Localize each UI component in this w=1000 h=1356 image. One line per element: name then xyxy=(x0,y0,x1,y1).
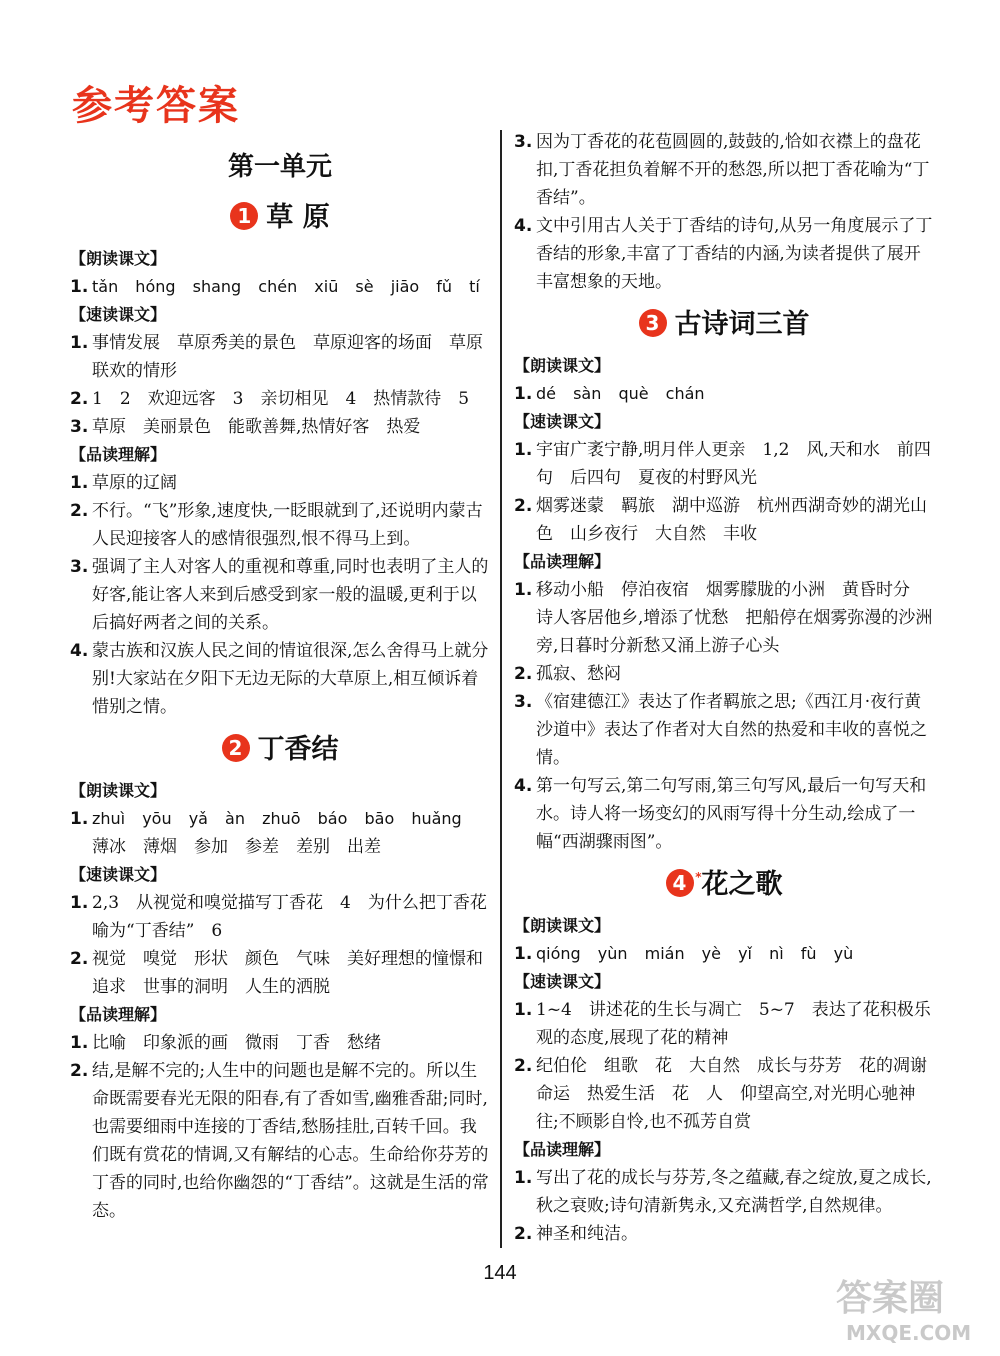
answer-text: 草原 美丽景色 能歌善舞,热情好客 热爱 xyxy=(92,417,421,437)
column-divider xyxy=(500,130,502,1248)
answer-item: 1. 宇宙广袤宁静,明月伴人更亲 1,2 风,天和水 前四句 后四句 夏夜的村野风光 xyxy=(514,440,931,488)
answer-text: 事情发展 草原秀美的景色 草原迎客的场面 草原联欢的情形 xyxy=(92,333,483,381)
answer-item: 4. 蒙古族和汉族人民之间的情谊很深,怎么舍得马上就分别!大家站在夕阳下无边无际的大草原上,相互倾诉着惜别之情。 xyxy=(70,641,489,717)
pinyin-text: zhuì yōu yǎ àn zhuō báo bāo huǎng xyxy=(92,809,462,828)
answer-item: 1. dé sàn què chán xyxy=(514,384,705,404)
answer-item: 1. tǎn hóng shang chén xiū sè jiāo fǔ tí xyxy=(70,277,480,297)
lesson-title-1 xyxy=(70,199,490,237)
section-label: 【速读课文】 xyxy=(70,865,167,884)
answer-item: 2. 不行。“飞”形象,速度快,一眨眼就到了,还说明内蒙古人民迎接客人的感情很强烈,恨不得马上到。 xyxy=(70,501,483,549)
answer-text: 宇宙广袤宁静,明月伴人更亲 1,2 风,天和水 前四句 后四句 夏夜的村野风光 xyxy=(536,440,931,488)
answer-text: 因为丁香花的花苞圆圆的,鼓鼓的,恰如衣襟上的盘花扣,丁香花担负着解不开的愁怨,所以把丁香花喻为“丁香结”。 xyxy=(536,132,930,208)
lesson-badge-2: 2 xyxy=(222,734,250,762)
watermark-logo xyxy=(832,1268,982,1346)
section-label: 【朗读课文】 xyxy=(514,356,611,375)
answer-text: 1 2 欢迎远客 3 亲切相见 4 热情款待 5 xyxy=(92,389,470,409)
answer-item: 4. 第一句写云,第二句写雨,第三句写风,最后一句写天和水。诗人将一场变幻的风雨写得十分生动,绘成了一幅“西湖骤雨图”。 xyxy=(514,776,927,852)
answer-item: 2. 纪伯伦 组歌 花 大自然 成长与芬芳 花的凋谢命运 热爱生活 花 人 仰望高空,对光明心驰神往;不顾影自怜,也不孤芳自赏 xyxy=(514,1056,927,1132)
section-label: 【品读理解】 xyxy=(70,445,167,464)
section-label: 【品读理解】 xyxy=(70,1005,167,1024)
lesson-title-text-4: 花之歌 xyxy=(701,869,783,900)
lesson-badge-1: 1 xyxy=(230,202,258,230)
pinyin-text: dé sàn què chán xyxy=(536,384,705,403)
answer-text: 写出了花的成长与芬芳,冬之蕴藏,春之绽放,夏之成长,秋之衰败;诗句清新隽永,又充满哲学,自然规律。 xyxy=(536,1168,932,1216)
optional-mark: * xyxy=(695,870,702,884)
answer-text: 烟雾迷蒙 羁旅 湖中巡游 杭州西湖奇妙的湖光山色 山乡夜行 大自然 丰收 xyxy=(536,496,927,544)
answer-item: 2. 烟雾迷蒙 羁旅 湖中巡游 杭州西湖奇妙的湖光山色 山乡夜行 大自然 丰收 xyxy=(514,496,927,544)
answer-item: 2. 视觉 嗅觉 形状 颜色 气味 美好理想的憧憬和追求 世事的洞明 人生的洒脱 xyxy=(70,949,483,997)
answer-text: 不行。“飞”形象,速度快,一眨眼就到了,还说明内蒙古人民迎接客人的感情很强烈,恨不得马上到。 xyxy=(92,501,483,549)
watermark-text: 答案圈 xyxy=(836,1278,945,1319)
answer-item: 4. 文中引用古人关于丁香结的诗句,从另一角度展示了丁香结的形象,丰富了丁香结的内涵,为读者提供了展开丰富想象的天地。 xyxy=(514,216,933,292)
lesson-title-4 xyxy=(514,866,934,904)
answer-item: 3. 强调了主人对客人的重视和尊重,同时也表明了主人的好客,能让客人来到后感受到家一般的温暖,更利于以后搞好两者之间的关系。 xyxy=(70,557,489,633)
answer-item: 1. qióng yùn mián yè yǐ nì fù yù xyxy=(514,944,854,964)
section-label: 【朗读课文】 xyxy=(514,916,611,935)
section-label: 【朗读课文】 xyxy=(70,249,167,268)
answer-text: 《宿建德江》表达了作者羁旅之思;《西江月·夜行黄沙道中》表达了作者对大自然的热爱和丰收的喜悦之情。 xyxy=(536,692,927,768)
answer-item: 1. 移动小船 停泊夜宿 烟雾朦胧的小洲 黄昏时分 诗人客居他乡,增添了忧愁 把船停在烟雾弥漫的沙洲旁,日暮时分新愁又涌上游子心头 xyxy=(514,580,933,656)
section-label: 【速读课文】 xyxy=(514,972,611,991)
right-column xyxy=(514,128,934,1248)
answer-text: 孤寂、愁闷 xyxy=(536,664,621,684)
lesson-title-3 xyxy=(514,306,934,344)
section-label: 【品读理解】 xyxy=(514,1140,611,1159)
page-number: 144 xyxy=(483,1262,517,1284)
answer-text: 草原的辽阔 xyxy=(92,473,177,493)
answer-text: 结,是解不完的;人生中的问题也是解不完的。所以生命既需要春光无限的阳春,有了香如雪,幽雅香甜;同时,也需要细雨中连接的丁香结,愁肠挂肚,百转千回。我们既有赏花的情调,又有解结的心志。生命给你芬芳的丁香的同时,也给你幽怨的“丁香结”。这就是生活的常态。 xyxy=(92,1061,489,1221)
section-label: 【速读课文】 xyxy=(514,412,611,431)
page-title: 参考答案 xyxy=(72,83,240,129)
lesson-badge-4 xyxy=(666,869,702,897)
answer-text: 第一句写云,第二句写雨,第三句写风,最后一句写天和水。诗人将一场变幻的风雨写得十分生动,绘成了一幅“西湖骤雨图”。 xyxy=(536,776,927,852)
pinyin-text: tǎn hóng shang chén xiū sè jiāo fǔ tí xyxy=(92,277,480,296)
lesson-title-text-1: 草 原 xyxy=(266,202,330,233)
answer-text: 移动小船 停泊夜宿 烟雾朦胧的小洲 黄昏时分 诗人客居他乡,增添了忧愁 把船停在烟雾弥漫的沙洲旁,日暮时分新愁又涌上游子心头 xyxy=(536,580,933,656)
answer-text: 强调了主人对客人的重视和尊重,同时也表明了主人的好客,能让客人来到后感受到家一般的温暖,更利于以后搞好两者之间的关系。 xyxy=(92,557,489,633)
answer-item: 3. 因为丁香花的花苞圆圆的,鼓鼓的,恰如衣襟上的盘花扣,丁香花担负着解不开的愁怨,所以把丁香花喻为“丁香结”。 xyxy=(514,132,930,208)
lesson-title-2 xyxy=(70,731,490,769)
unit-title: 第一单元 xyxy=(227,152,332,182)
answer-item: 2. 结,是解不完的;人生中的问题也是解不完的。所以生命既需要春光无限的阳春,有了香如雪,幽雅香甜;同时,也需要细雨中连接的丁香结,愁肠挂肚,百转千回。我们既有赏花的情调,又有解结的心志。生命给你芬芳的丁香的同时,也给你幽怨的“丁香结”。这就是生活的常态。 xyxy=(70,1061,489,1221)
answer-text: 视觉 嗅觉 形状 颜色 气味 美好理想的憧憬和追求 世事的洞明 人生的洒脱 xyxy=(92,949,483,997)
answer-item: 2. 孤寂、愁闷 xyxy=(514,664,621,684)
watermark-url: MXQE.COM xyxy=(846,1321,972,1345)
answer-text: 神圣和纯洁。 xyxy=(536,1224,638,1244)
lesson-title-text-2: 丁香结 xyxy=(257,734,339,765)
answer-item: 1. 比喻 印象派的画 微雨 丁香 愁绪 xyxy=(70,1033,381,1053)
answer-text: 2,3 从视觉和嗅觉描写丁香花 4 为什么把丁香花喻为“丁香结” 6 xyxy=(92,893,487,941)
answer-item: 1. 写出了花的成长与芬芳,冬之蕴藏,春之绽放,夏之成长,秋之衰败;诗句清新隽永,又充满哲学,自然规律。 xyxy=(514,1168,932,1216)
lesson-badge-3: 3 xyxy=(639,309,667,337)
left-column xyxy=(70,140,490,1225)
answer-text: 1~4 讲述花的生长与凋亡 5~7 表达了花积极乐观的态度,展现了花的精神 xyxy=(536,1000,931,1048)
lesson-title-text-3: 古诗词三首 xyxy=(674,309,810,340)
section-label: 【品读理解】 xyxy=(514,552,611,571)
section-label: 【速读课文】 xyxy=(70,305,167,324)
answer-item: 2. 1 2 欢迎远客 3 亲切相见 4 热情款待 5 xyxy=(70,389,470,409)
answer-item: 3. 草原 美丽景色 能歌善舞,热情好客 热爱 xyxy=(70,417,421,437)
answer-text: 文中引用古人关于丁香结的诗句,从另一角度展示了丁香结的形象,丰富了丁香结的内涵,为读者提供了展开丰富想象的天地。 xyxy=(536,216,933,292)
answer-item: 2. 神圣和纯洁。 xyxy=(514,1224,638,1244)
lesson-badge-number: 4 xyxy=(672,871,687,895)
section-label: 【朗读课文】 xyxy=(70,781,167,800)
answer-item: 1. 事情发展 草原秀美的景色 草原迎客的场面 草原联欢的情形 xyxy=(70,333,483,381)
answer-item: 1. 1~4 讲述花的生长与凋亡 5~7 表达了花积极乐观的态度,展现了花的精神 xyxy=(514,1000,931,1048)
answer-text: 纪伯伦 组歌 花 大自然 成长与芬芳 花的凋谢命运 热爱生活 花 人 仰望高空,对光明心驰神往;不顾影自怜,也不孤芳自赏 xyxy=(536,1056,927,1132)
answer-item: 1. 草原的辽阔 xyxy=(70,473,177,493)
pinyin-text: qióng yùn mián yè yǐ nì fù yù xyxy=(536,944,854,963)
answer-item: 1. zhuì yōu yǎ àn zhuō báo bāo huǎng 薄冰 薄烟 参加 参差 差别 出差 xyxy=(70,809,462,857)
answer-text: 薄冰 薄烟 参加 参差 差别 出差 xyxy=(92,837,381,857)
answer-item: 3. 《宿建德江》表达了作者羁旅之思;《西江月·夜行黄沙道中》表达了作者对大自然的热爱和丰收的喜悦之情。 xyxy=(514,692,927,768)
answer-text: 比喻 印象派的画 微雨 丁香 愁绪 xyxy=(92,1033,381,1053)
answer-text: 蒙古族和汉族人民之间的情谊很深,怎么舍得马上就分别!大家站在夕阳下无边无际的大草原上,相互倾诉着惜别之情。 xyxy=(92,641,489,717)
answer-item: 1. 2,3 从视觉和嗅觉描写丁香花 4 为什么把丁香花喻为“丁香结” 6 xyxy=(70,893,487,941)
